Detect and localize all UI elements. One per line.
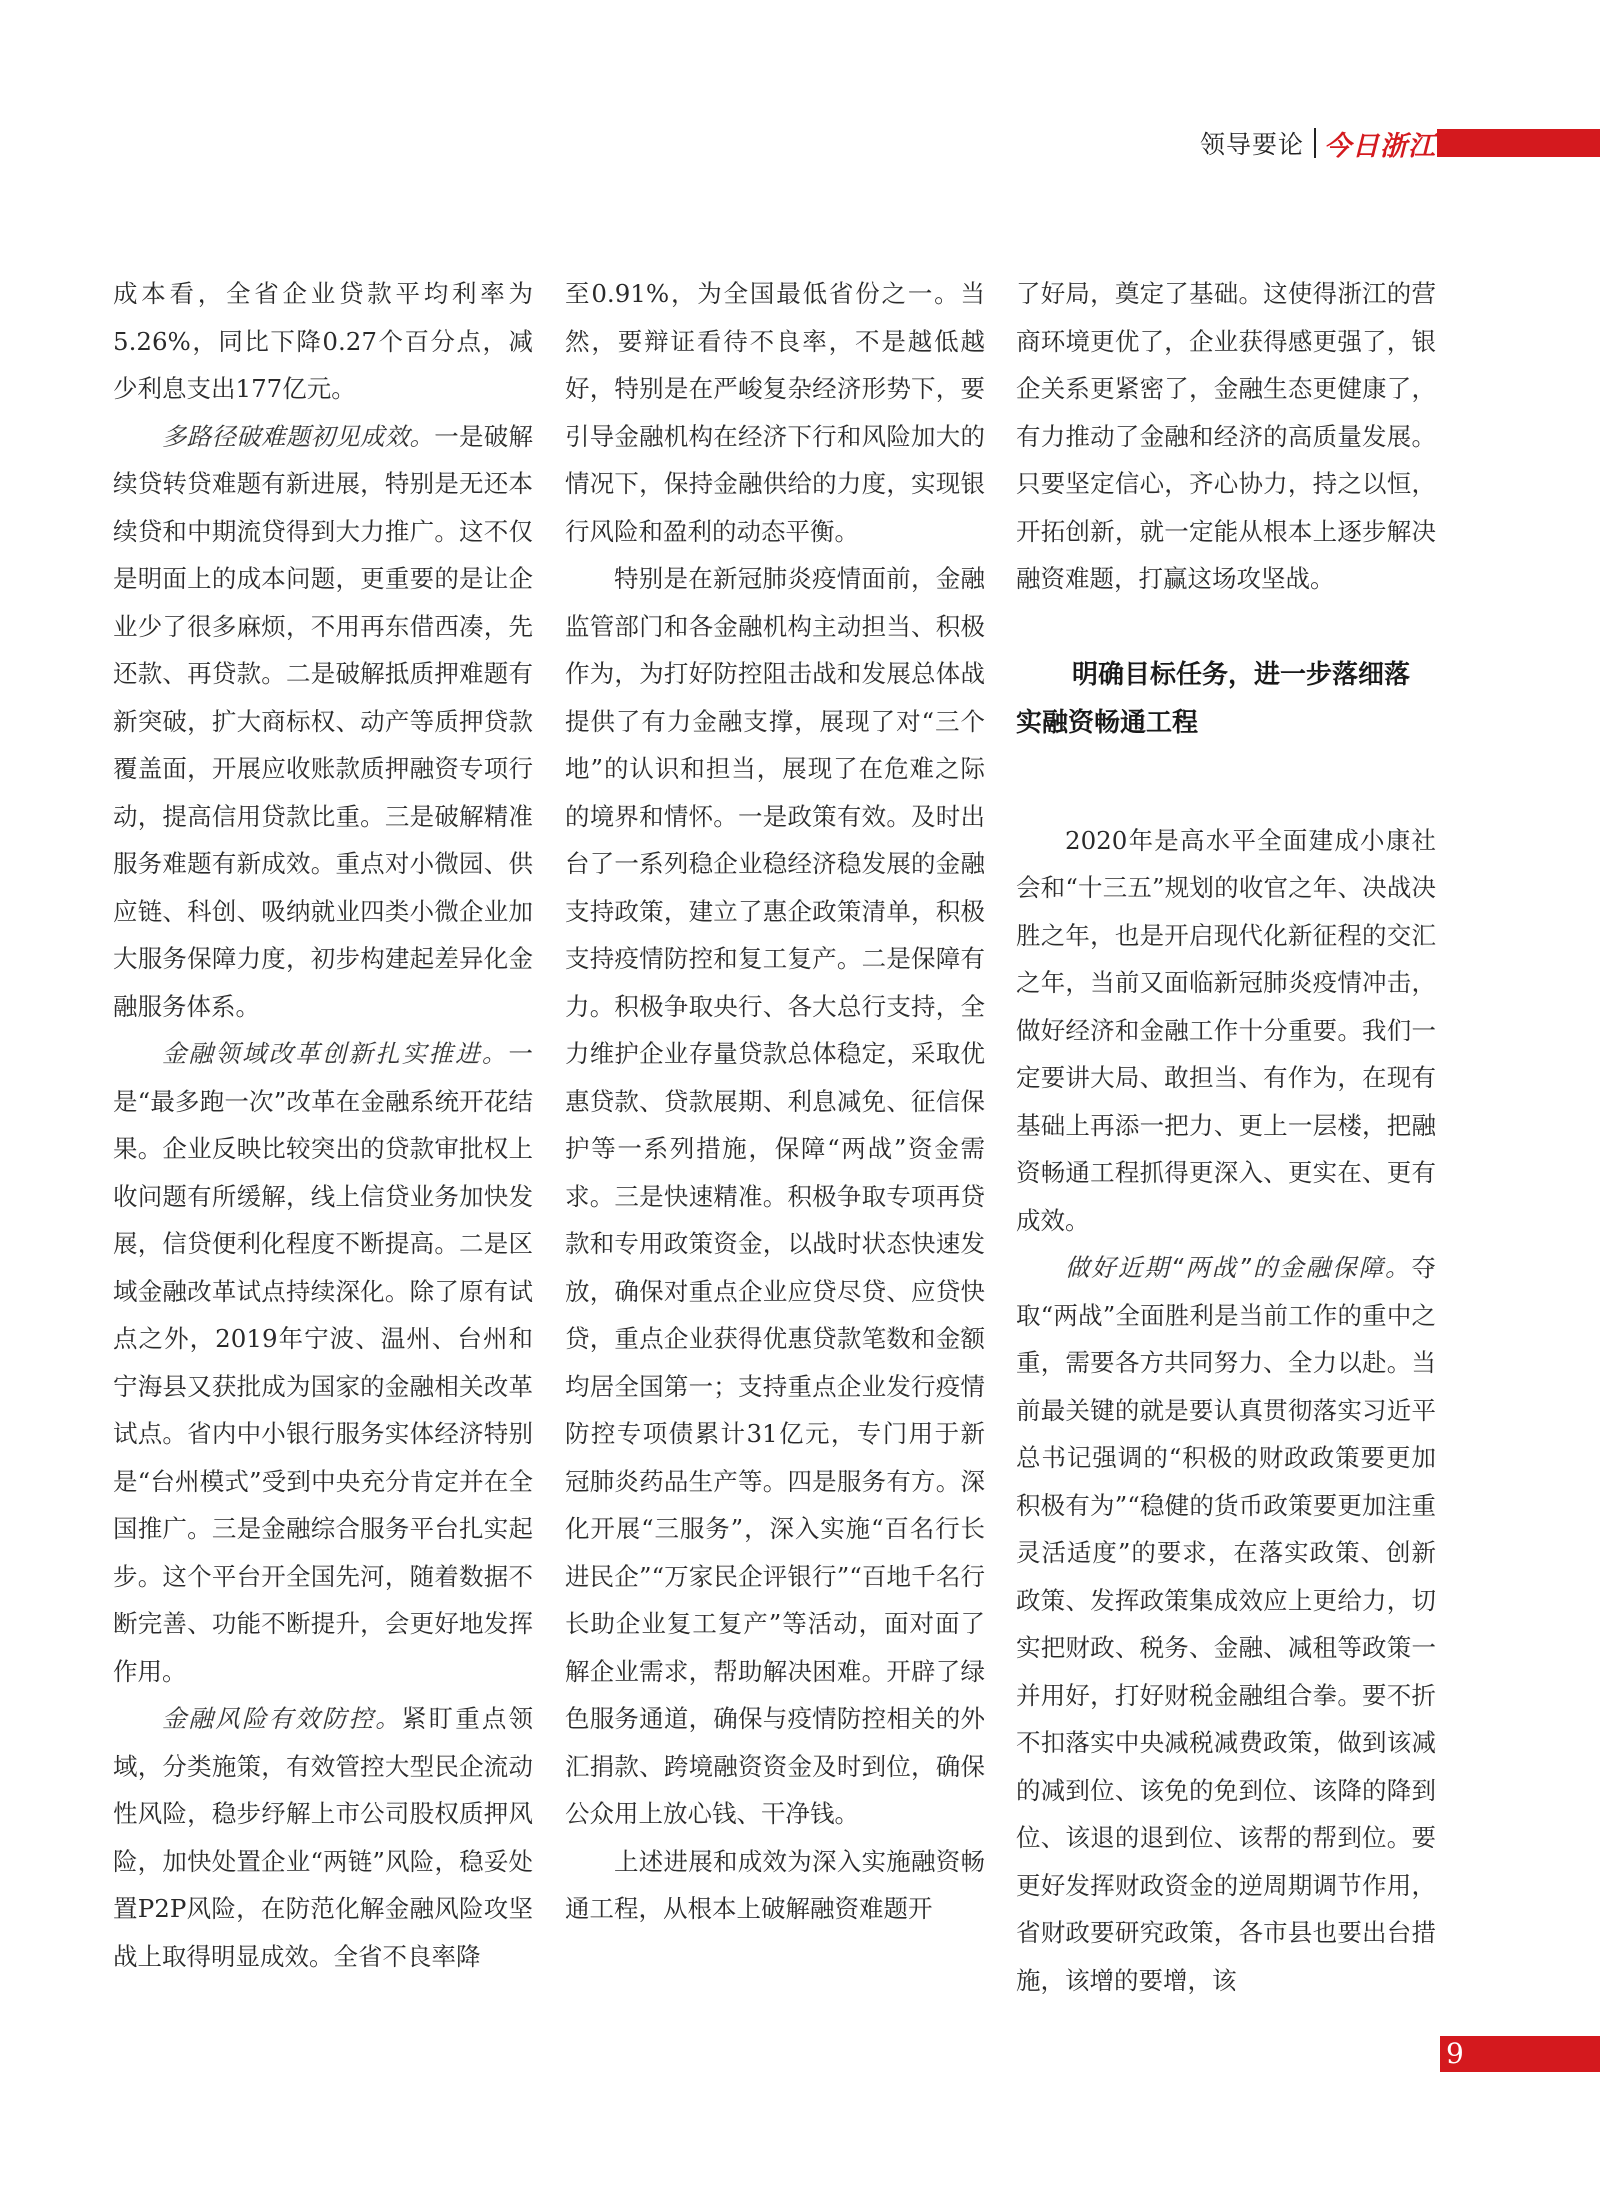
paragraph: 上述进展和成效为深入实施融资畅通工程，从根本上破解融资难题开 — [565, 1846, 985, 1923]
paragraph: 了好局，奠定了基础。这使得浙江的营商环境更优了，企业获得感更强了，银企关系更紧密了，金融生态更健康了，有力推动了金融和经济的高质量发展。只要坚定信心，齐心协力，持之以恒，开拓创新，就一定能从根本上逐步解决融资难题，打赢这场攻坚战。 — [1016, 279, 1436, 593]
paragraph: 2020年是高水平全面建成小康社会和“十三五”规划的收官之年、决战决胜之年，也是开启现代化新征程的交汇之年，当前又面临新冠肺炎疫情冲击，做好经济和金融工作十分重要。我们一定要讲大局、敢担当、有作为，在现有基础上再添一把力、更上一层楼，把融资畅通工程抓得更深入、更实在、更有成效。 — [1016, 825, 1436, 1235]
paragraph — [113, 1030, 533, 1695]
magazine-logo: 今日浙江 — [1324, 130, 1437, 162]
paragraph-body: 一是“最多跑一次”改革在金融系统开花结果。企业反映比较突出的贷款审批权上收问题有所缓解，线上信贷业务加快发展，信贷便利化程度不断提高。二是区域金融改革试点持续深化。除了原有试点之外，2019年宁波、温州、台州和宁海县又获批成为国家的金融相关改革试点。省内中小银行服务实体经济特别是“台州模式”受到中央充分肯定并在全国推广。三是金融综合服务平台扎实起步。这个平台开全国先河，随着数据不断完善、功能不断提升，会更好地发挥作用。 — [113, 1039, 533, 1686]
paragraph: 至0.91%，为全国最低省份之一。当然，要辩证看待不良率，不是越低越好，特别是在严峻复杂经济形势下，要引导金融机构在经济下行和风险加大的情况下，保持金融供给的力度，实现银行风险和盈利的动态平衡。 — [565, 279, 985, 546]
paragraph — [1016, 1244, 1436, 2004]
text-column-3 — [1016, 270, 1436, 2004]
heading-line-2: 实融资畅通工程 — [1016, 707, 1199, 738]
paragraph: 成本看，全省企业贷款平均利率为5.26%，同比下降0.27个百分点，减少利息支出177亿元。 — [113, 279, 533, 403]
paragraph — [113, 1695, 533, 1980]
paragraph-lead: 金融领域改革创新扎实推进。 — [162, 1039, 509, 1068]
section-heading — [1016, 651, 1436, 747]
paragraph-lead: 做好近期“两战”的金融保障。 — [1065, 1253, 1412, 1282]
paragraph-body: 一是破解续贷转贷难题有新进展，特别是无还本续贷和中期流贷得到大力推广。这不仅是明面上的成本问题，更重要的是让企业少了很多麻烦，不用再东借西凑，先还款、再贷款。二是破解抵质押难题有新突破，扩大商标权、动产等质押贷款覆盖面，开展应收账款质押融资专项行动，提高信用贷款比重。三是破解精准服务难题有新成效。重点对小微园、供应链、科创、吸纳就业四类小微企业加大服务保障力度，初步构建起差异化金融服务体系。 — [113, 421, 533, 1021]
paragraph — [113, 413, 533, 1031]
paragraph: 特别是在新冠肺炎疫情面前，金融监管部门和各金融机构主动担当、积极作为，为打好防控阻击战和发展总体战提供了有力金融支撑，展现了对“三个地”的认识和担当，展现了在危难之际的境界和情怀。一是政策有效。及时出台了一系列稳企业稳经济稳发展的金融支持政策，建立了惠企政策清单，积极支持疫情防控和复工复产。二是保障有力。积极争取央行、各大总行支持，全力维护企业存量贷款总体稳定，采取优惠贷款、贷款展期、利息减免、征信保护等一系列措施，保障“两战”资金需求。三是快速精准。积极争取专项再贷款和专用政策资金，以战时状态快速发放，确保对重点企业应贷尽贷、应贷快贷，重点企业获得优惠贷款笔数和金额均居全国第一；支持重点企业发行疫情防控专项债累计31亿元，专门用于新冠肺炎药品生产等。四是服务有方。深化开展“三服务”，深入实施“百名行长进民企”“万家民企评银行”“百地千名行长助企业复工复产”等活动，面对面了解企业需求，帮助解决困难。开辟了绿色服务通道，确保与疫情防控相关的外汇捐款、跨境融资资金及时到位，确保公众用上放心钱、干净钱。 — [565, 564, 985, 1828]
heading-line-1: 明确目标任务，进一步落细落 — [1072, 659, 1411, 690]
text-column-1 — [113, 270, 533, 1980]
paragraph-body: 夺取“两战”全面胜利是当前工作的重中之重，需要各方共同努力、全力以赴。当前最关键的就是要认真贯彻落实习近平总书记强调的“积极的财政政策要更加积极有为”“稳健的货币政策要更加注重灵活适度”的要求，在落实政策、创新政策、发挥政策集成效应上更给力，切实把财政、税务、金融、减租等政策一并用好，打好财税金融组合拳。要不折不扣落实中央减税减费政策，做到该减的减到位、该免的免到位、该降的降到位、该退的退到位、该帮的帮到位。要更好发挥财政资金的逆周期调节作用，省财政要研究政策，各市县也要出台措施，该增的要增，该 — [1016, 1253, 1436, 1995]
footer-red-bar — [1440, 2036, 1600, 2072]
header-divider — [1314, 128, 1316, 158]
paragraph-lead: 多路径破难题初见成效。 — [162, 421, 435, 451]
paragraph-lead: 金融风险有效防控。 — [162, 1704, 402, 1733]
text-column-2 — [565, 270, 985, 1933]
paragraph-body: 紧盯重点领域，分类施策，有效管控大型民企流动性风险，稳步纾解上市公司股权质押风险，加快处置企业“两链”风险，稳妥处置P2P风险，在防范化解金融风险攻坚战上取得明显成效。全省不良率降 — [113, 1704, 534, 1971]
header-red-bar — [1437, 129, 1600, 157]
section-title: 领导要论 — [1200, 130, 1305, 159]
page-header — [1200, 126, 1436, 160]
page-number: 9 — [1446, 2037, 1464, 2070]
